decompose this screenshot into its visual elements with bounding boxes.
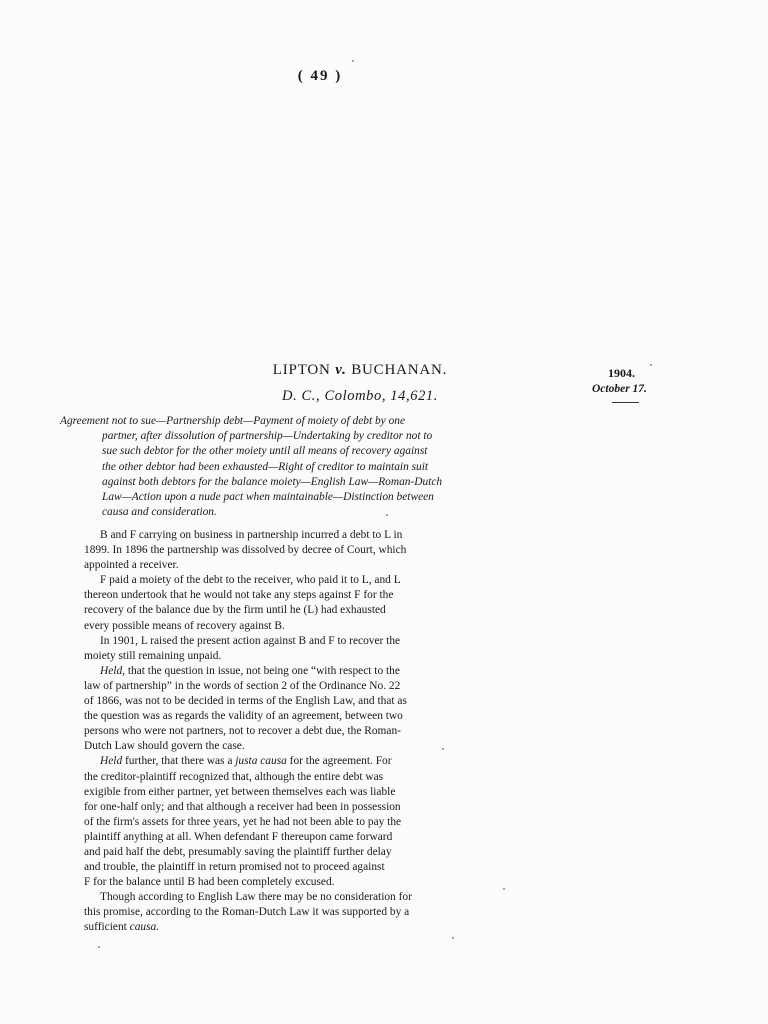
text-fragment: for the agreement. For — [286, 755, 392, 768]
text-line: and paid half the debt, presumably saving the plaintiff further delay — [84, 845, 392, 858]
text-line: plaintiff anything at all. When defendant F thereupon came forward — [84, 830, 393, 843]
paragraph-consideration — [84, 890, 584, 935]
text-fragment: that the question in issue, not being one “with respect to the — [125, 664, 400, 677]
text-line: the creditor-plaintiff recognized that, although the entire debt was — [84, 770, 384, 783]
causa-term: causa. — [129, 921, 160, 934]
headnote-line: the other debtor had been exhausted—Right of creditor to maintain suit — [102, 460, 429, 473]
headnote — [60, 414, 584, 520]
paragraph-held-law — [84, 664, 584, 755]
text-line: thereon undertook that he would not take any steps against F for the — [84, 589, 394, 602]
scan-speck — [442, 748, 444, 750]
scan-speck — [352, 60, 354, 62]
text-line: and trouble, the plaintiff in return promised not to proceed against — [84, 861, 385, 874]
paragraph-held-causa — [84, 754, 584, 890]
text-fragment: further, that there was a — [122, 755, 236, 768]
text-line: moiety still remaining unpaid. — [84, 649, 222, 662]
scan-speck — [98, 946, 100, 948]
scan-speck — [650, 364, 652, 366]
text-line: Dutch Law should govern the case. — [84, 740, 245, 753]
case-title-defendant: BUCHANAN. — [351, 362, 448, 378]
text-fragment: sufficient — [84, 921, 130, 934]
case-title — [120, 362, 600, 379]
text-line: law of partnership” in the words of section 2 of the Ordinance No. 22 — [84, 679, 401, 692]
justa-causa-term: justa causa — [235, 755, 287, 768]
text-line: Though according to English Law there may be no consideration for — [100, 891, 412, 904]
text-line: F paid a moiety of the debt to the receiver, who paid it to L, and L — [100, 574, 401, 587]
headnote-line: sue such debtor for the other moiety until all means of recovery against — [102, 445, 428, 458]
text-line: every possible means of recovery against B. — [84, 619, 285, 632]
case-title-versus: v. — [335, 362, 347, 378]
case-title-plaintiff: LIPTON — [272, 362, 331, 378]
text-line — [84, 754, 584, 769]
text-line: for one-half only; and that although a receiver had been in possession — [84, 800, 401, 813]
text-line: B and F carrying on business in partnership incurred a debt to L in — [100, 529, 403, 541]
margin-divider — [612, 402, 639, 403]
text-line: of the firm's assets for three years, yet he had not been able to pay the — [84, 815, 402, 828]
case-summary — [84, 528, 584, 936]
text-line — [84, 920, 584, 935]
text-line: exigible from either partner, yet between themselves each was liable — [84, 785, 396, 798]
paragraph-facts — [84, 528, 584, 573]
text-line: In 1901, L raised the present action against B and F to recover the — [100, 634, 401, 647]
headnote-line: partner, after dissolution of partnership—Undertaking by creditor not to — [102, 430, 433, 443]
text-line: the question was as regards the validity of an agreement, between two — [84, 710, 403, 723]
paragraph-action — [84, 634, 584, 664]
text-line: appointed a receiver. — [84, 559, 179, 572]
text-line: recovery of the balance due by the firm until he (L) had exhausted — [84, 604, 386, 617]
text-line: F for the balance until B had been completely excused. — [84, 876, 335, 889]
text-line — [84, 664, 584, 679]
paragraph-payment — [84, 573, 584, 633]
headnote-line: Law—Action upon a nude pact when maintainable—Distinction between — [102, 491, 434, 504]
scan-speck — [503, 888, 505, 890]
headnote-line: causa and consideration. — [102, 506, 217, 519]
scan-speck — [386, 514, 388, 516]
held-label: Held, — [100, 664, 125, 677]
scan-speck — [452, 937, 454, 939]
text-line: persons who were not partners, not to recover a debt due, the Roman- — [84, 725, 401, 738]
text-line: this promise, according to the Roman-Dutch Law it was supported by a — [84, 906, 410, 919]
court-reference: D. C., Colombo, 14,621. — [282, 388, 438, 404]
held-label: Held — [100, 755, 123, 768]
headnote-line: against both debtors for the balance moiety—English Law—Roman-Dutch — [102, 475, 443, 488]
margin-year: 1904. — [608, 366, 635, 380]
text-line: 1899. In 1896 the partnership was dissolved by decree of Court, which — [84, 544, 407, 557]
page-number: ( 49 ) — [297, 68, 343, 84]
margin-date: October 17. — [592, 383, 647, 395]
text-line: of 1866, was not to be decided in terms of the English Law, and that as — [84, 695, 407, 708]
headnote-line: Agreement not to sue—Partnership debt—Payment of moiety of debt by one — [60, 415, 406, 427]
